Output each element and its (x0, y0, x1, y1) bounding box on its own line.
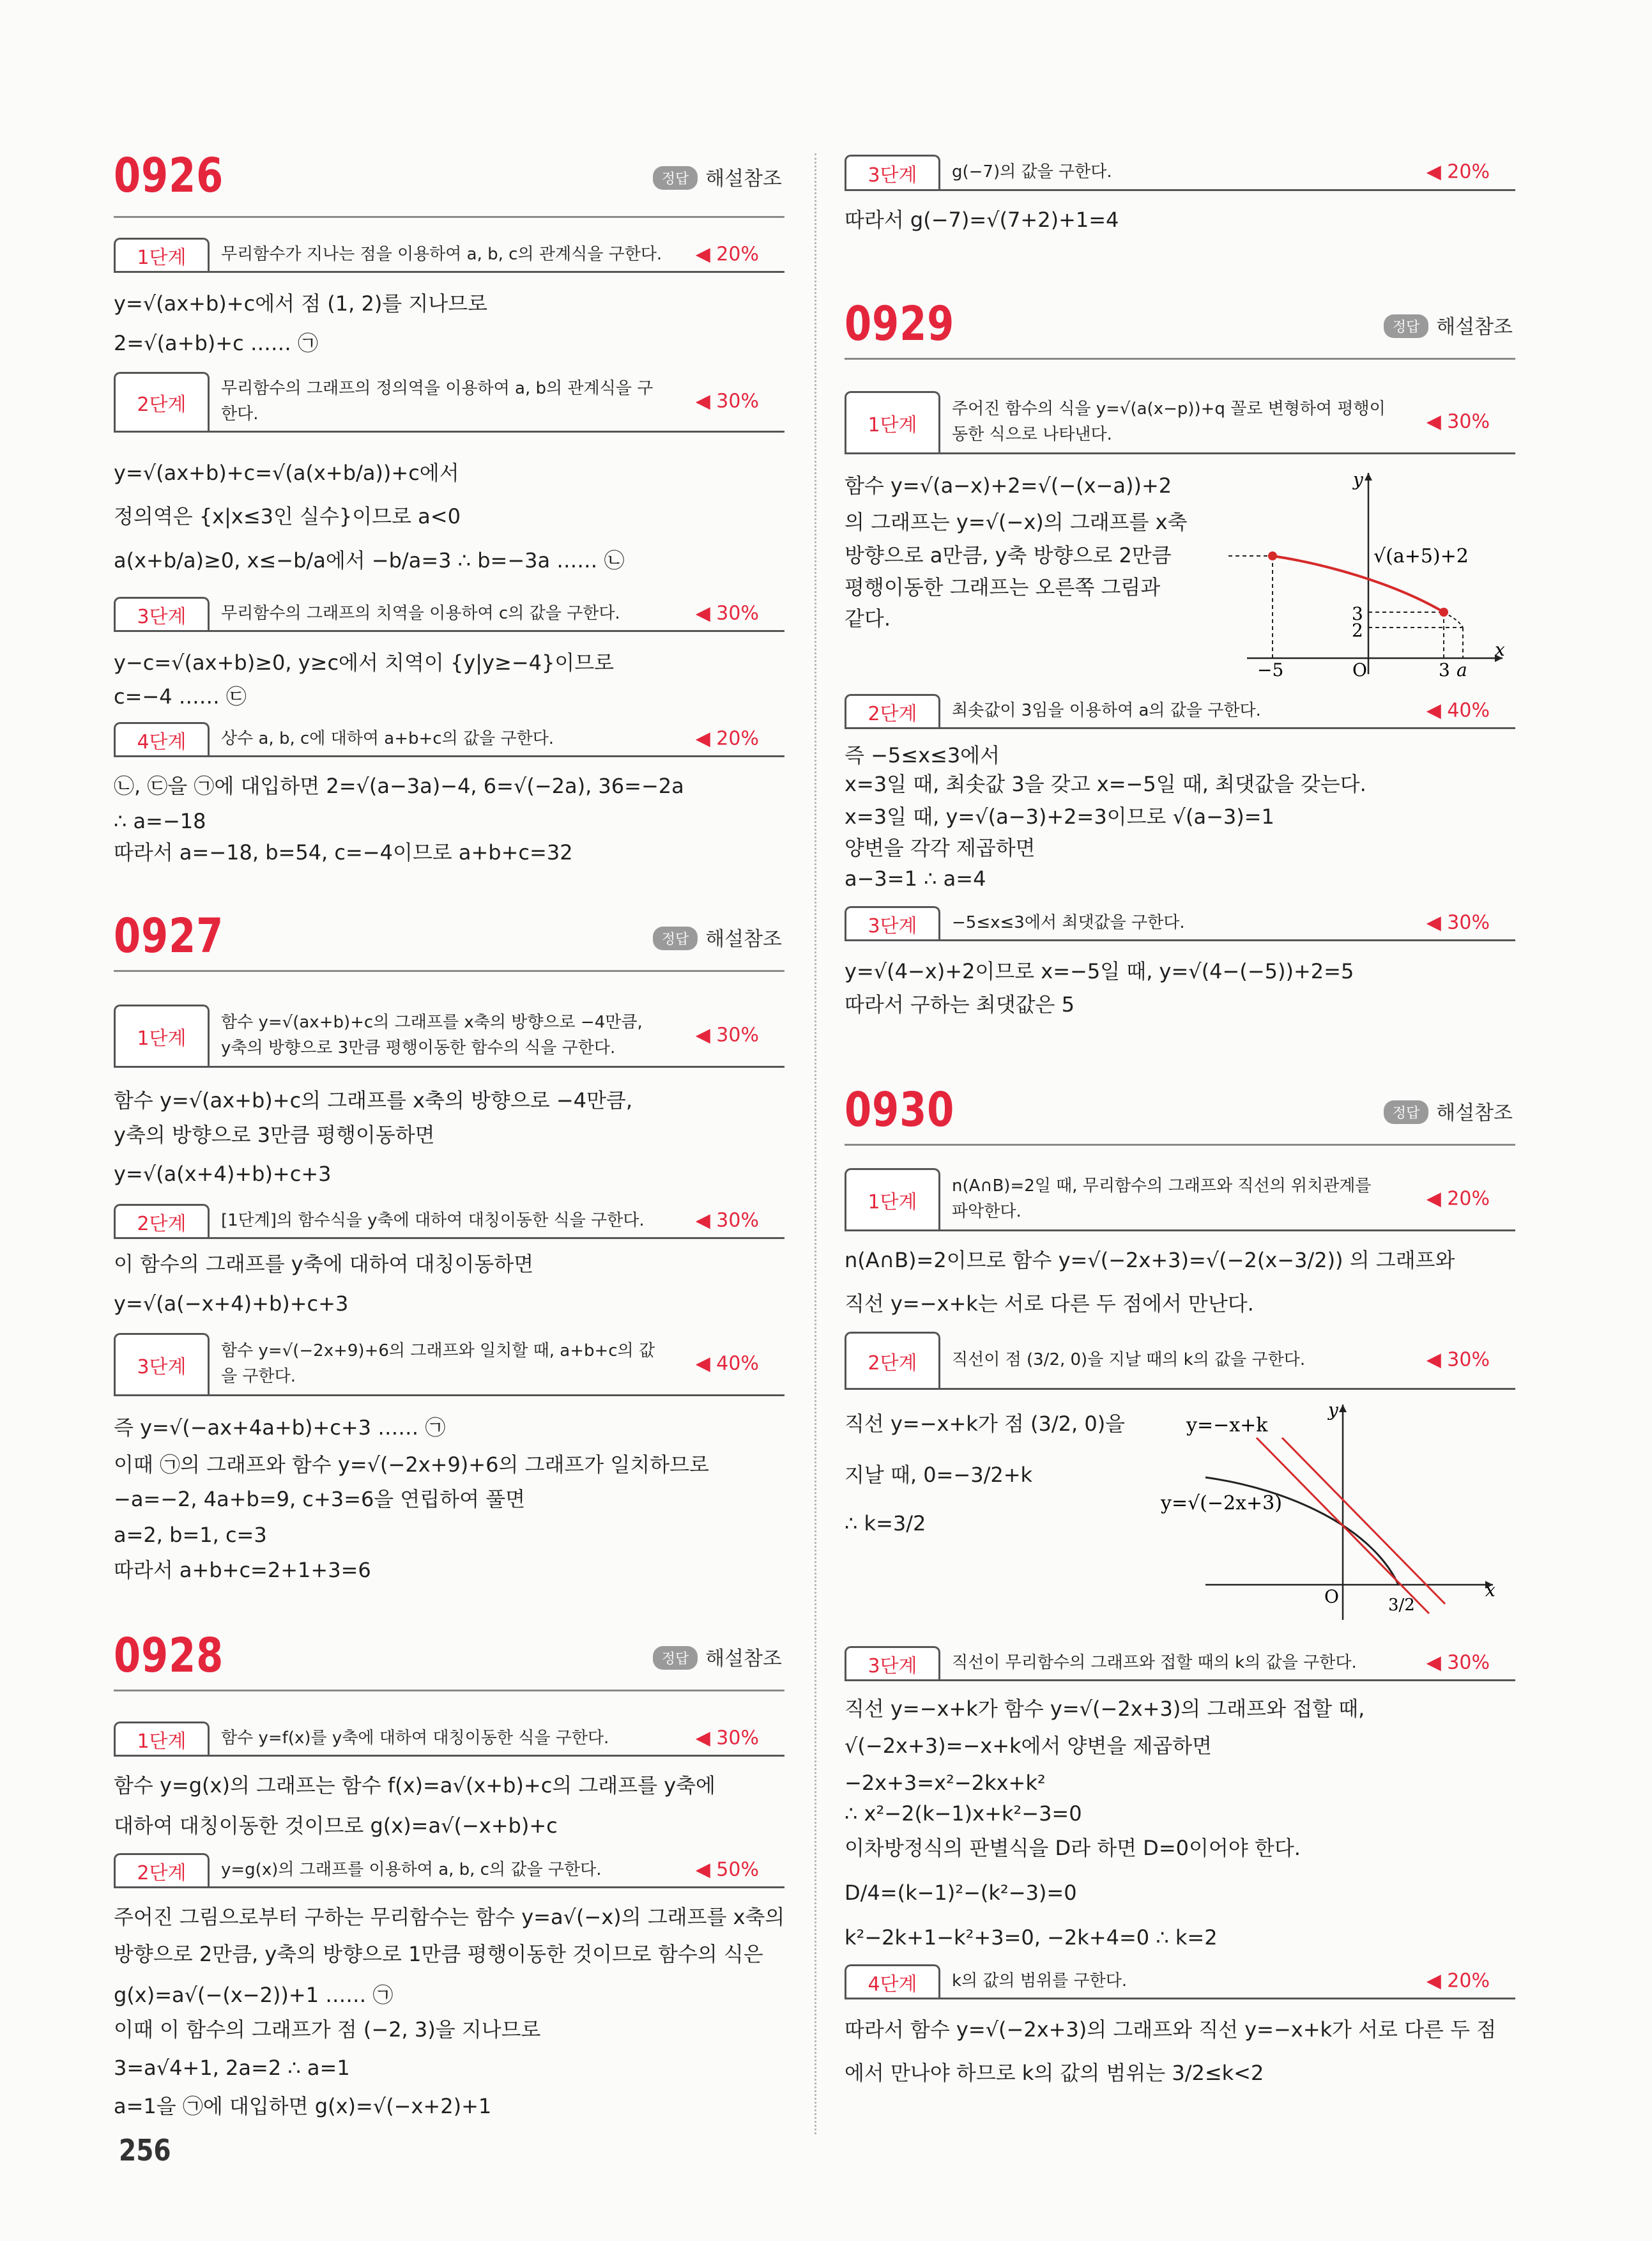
solution-line: 양변을 각각 제곱하면 (845, 836, 1036, 860)
solution-line: x=3일 때, y=√(a−3)+2=3이므로 √(a−3)=1 (845, 805, 1274, 829)
y-label: y (1328, 1399, 1338, 1421)
origin-label: O (1324, 1586, 1339, 1607)
step-label: 1단계 (845, 391, 940, 452)
step-label: 2단계 (845, 1332, 940, 1388)
step-desc: 함수 y=√(−2x+9)+6의 그래프와 일치할 때, a+b+c의 값을 구한다. (221, 1341, 655, 1386)
step-desc: −5≤x≤3에서 최댓값을 구한다. (952, 913, 1185, 932)
step-label: 2단계 (114, 1204, 210, 1237)
step-percent: ◀ 20% (1426, 160, 1490, 183)
step-label: 4단계 (114, 722, 210, 755)
solution-line: 지날 때, 0=−3/2+k (845, 1463, 1033, 1487)
solution-line: x=3일 때, 최솟값 3을 갖고 x=−5일 때, 최댓값을 갖는다. (845, 772, 1366, 796)
answer-tag: 정답 (1384, 1100, 1429, 1124)
step-label: 2단계 (114, 1853, 210, 1886)
answer-ref (653, 923, 782, 951)
step-label: 3단계 (845, 906, 940, 939)
answer-ref (1384, 1097, 1513, 1125)
step-row (845, 155, 1515, 191)
solution-line: y=√(ax+b)+c에서 점 (1, 2)를 지나므로 (114, 291, 488, 316)
point-max (1268, 551, 1277, 560)
answer-ref (653, 162, 782, 191)
step-label: 3단계 (114, 597, 210, 630)
solution-line: 함수 y=g(x)의 그래프는 함수 f(x)=a√(x+b)+c의 그래프를 y축에 (114, 1773, 715, 1798)
solution-line: 따라서 구하는 최댓값은 5 (845, 992, 1075, 1017)
step-row (845, 1168, 1515, 1231)
solution-line: 함수 y=√(ax+b)+c의 그래프를 x축의 방향으로 −4만큼, (114, 1088, 633, 1113)
curve-label: √(a+5)+2 (1373, 545, 1469, 567)
solution-line: ∴ a=−18 (114, 809, 206, 833)
step-label: 3단계 (845, 1646, 940, 1679)
answer-text: 해설참조 (705, 167, 782, 190)
step-label: 1단계 (845, 1168, 940, 1229)
tick-a: a (1457, 659, 1467, 677)
solution-line: y=√(a(x+4)+b)+c+3 (114, 1162, 332, 1186)
tick-3-2: 3/2 (1388, 1596, 1415, 1615)
step-percent: ◀ 40% (1426, 699, 1490, 722)
problem-number: 0926 (114, 148, 224, 203)
solution-line: 방향으로 a만큼, y축 방향으로 2만큼 (845, 543, 1172, 567)
step-desc: 함수 y=f(x)를 y축에 대하여 대칭이동한 식을 구한다. (221, 1729, 609, 1748)
step-desc: 무리함수의 그래프의 치역을 이용하여 c의 값을 구한다. (221, 604, 620, 623)
problem-header-0930 (845, 1080, 1515, 1146)
solution-line: 에서 만나야 하므로 k의 값의 범위는 3/2≤k<2 (845, 2061, 1264, 2085)
solution-line: 이때 ㉠의 그래프와 함수 y=√(−2x+9)+6의 그래프가 일치하므로 (114, 1452, 709, 1477)
solution-line: a=2, b=1, c=3 (114, 1523, 267, 1547)
solution-line: y−c=√(ax+b)≥0, y≥c에서 치역이 {y|y≥−4}이므로 (114, 651, 615, 675)
step-row (845, 1646, 1515, 1681)
step-percent: ◀ 20% (1426, 1187, 1490, 1210)
solution-line: 따라서 a+b+c=2+1+3=6 (114, 1558, 371, 1582)
problem-number: 0928 (114, 1628, 224, 1683)
step-row (114, 1204, 784, 1239)
solution-line: 직선 y=−x+k는 서로 다른 두 점에서 만난다. (845, 1291, 1254, 1316)
step-desc: n(A∩B)=2일 때, 무리함수의 그래프와 직선의 위치관계를 파악한다. (952, 1176, 1372, 1221)
step-row (845, 694, 1515, 729)
step-row (114, 1333, 784, 1396)
step-row (845, 1332, 1515, 1390)
answer-tag: 정답 (653, 1646, 698, 1670)
graph-0929 (1228, 460, 1509, 677)
step-row (845, 1964, 1515, 1999)
solution-line: −2x+3=x²−2kx+k² (845, 1771, 1046, 1795)
answer-ref (653, 1642, 782, 1671)
page-number: 256 (119, 2133, 171, 2168)
tick-m5: −5 (1257, 659, 1284, 677)
point-min (1439, 608, 1448, 617)
origin-label: O (1352, 659, 1367, 677)
solution-line: 따라서 함수 y=√(−2x+3)의 그래프와 직선 y=−x+k가 서로 다른 두 점 (845, 2017, 1497, 2042)
step-desc: 직선이 점 (3/2, 0)을 지날 때의 k의 값을 구한다. (952, 1350, 1306, 1369)
step-percent: ◀ 30% (695, 602, 759, 625)
step-row (114, 1853, 784, 1888)
answer-text: 해설참조 (705, 928, 782, 951)
solution-line: 주어진 그림으로부터 구하는 무리함수는 함수 y=a√(−x)의 그래프를 x축의 (114, 1905, 785, 1929)
step-label: 1단계 (114, 238, 210, 271)
step-label: 4단계 (845, 1964, 940, 1998)
step-desc: 직선이 무리함수의 그래프와 접할 때의 k의 값을 구한다. (952, 1653, 1357, 1672)
y-label: y (1353, 469, 1363, 490)
step-percent: ◀ 20% (1426, 1969, 1490, 1992)
solution-line: a(x+b/a)≥0, x≤−b/a에서 −b/a=3 ∴ b=−3a …… ㉡ (114, 548, 625, 573)
solution-line: a−3=1 ∴ a=4 (845, 866, 986, 891)
line-label: y=−x+k (1186, 1414, 1268, 1436)
step-percent: ◀ 30% (1426, 1651, 1490, 1674)
step-desc: 무리함수의 그래프의 정의역을 이용하여 a, b의 관계식을 구한다. (221, 379, 654, 424)
step-percent: ◀ 30% (695, 1024, 759, 1047)
solution-line: 3=a√4+1, 2a=2 ∴ a=1 (114, 2056, 350, 2080)
step-label: 3단계 (114, 1333, 210, 1394)
step-row (845, 906, 1515, 941)
solution-line: 따라서 a=−18, b=54, c=−4이므로 a+b+c=32 (114, 840, 573, 865)
problem-header-0927 (114, 906, 784, 972)
column-divider (815, 153, 816, 2134)
step-percent: ◀ 30% (1426, 410, 1490, 433)
step-label: 2단계 (114, 372, 210, 431)
step-label: 1단계 (114, 1005, 210, 1066)
answer-text: 해설참조 (1436, 1102, 1513, 1125)
step-desc: 상수 a, b, c에 대하여 a+b+c의 값을 구한다. (221, 729, 554, 748)
step-row (114, 1005, 784, 1068)
step-desc: y=g(x)의 그래프를 이용하여 a, b, c의 값을 구한다. (221, 1860, 602, 1879)
solution-line: D/4=(k−1)²−(k²−3)=0 (845, 1881, 1077, 1905)
step-row (845, 391, 1515, 454)
answer-text: 해설참조 (1436, 316, 1513, 339)
step-percent: ◀ 30% (1426, 1348, 1490, 1371)
solution-line: ㉡, ㉢을 ㉠에 대입하면 2=√(a−3a)−4, 6=√(−2a), 36=−2a (114, 774, 684, 798)
solution-line: a=1을 ㉠에 대입하면 g(x)=√(−x+2)+1 (114, 2094, 492, 2118)
problem-header-0928 (114, 1626, 784, 1691)
step-percent: ◀ 20% (695, 727, 759, 750)
solution-line: 즉 y=√(−ax+4a+b)+c+3 …… ㉠ (114, 1415, 446, 1440)
step-desc: 주어진 함수의 식을 y=√(a(x−p))+q 꼴로 변형하여 평행이동한 식으로 나타낸다. (952, 399, 1386, 444)
step-percent: ◀ 40% (695, 1352, 759, 1375)
solution-line: 이차방정식의 판별식을 D라 하면 D=0이어야 한다. (845, 1836, 1301, 1860)
step-desc: 무리함수가 지나는 점을 이용하여 a, b, c의 관계식을 구한다. (221, 245, 662, 264)
step-label: 2단계 (845, 694, 940, 727)
problem-number: 0927 (114, 909, 224, 964)
step-desc: g(−7)의 값을 구한다. (952, 162, 1112, 181)
solution-line: 따라서 g(−7)=√(7+2)+1=4 (845, 208, 1119, 232)
solution-line: 함수 y=√(a−x)+2=√(−(x−a))+2 (845, 474, 1172, 498)
answer-ref (1384, 311, 1513, 339)
answer-tag: 정답 (1384, 314, 1429, 338)
solution-line: y=√(4−x)+2이므로 x=−5일 때, y=√(4−(−5))+2=5 (845, 959, 1354, 983)
secant-line (1282, 1438, 1445, 1604)
problem-number: 0929 (845, 296, 955, 351)
solution-line: ∴ k=3/2 (845, 1511, 926, 1536)
solution-line: g(x)=a√(−(x−2))+1 …… ㉠ (114, 1983, 394, 2007)
step-row (114, 597, 784, 632)
solution-line: 대하여 대칭이동한 것이므로 g(x)=a√(−x+b)+c (114, 1814, 558, 1838)
step-desc: 최솟값이 3임을 이용하여 a의 값을 구한다. (952, 701, 1261, 720)
answer-tag: 정답 (653, 927, 698, 950)
solution-line: √(−2x+3)=−x+k에서 양변을 제곱하면 (845, 1734, 1212, 1758)
problem-header-0926 (114, 146, 784, 218)
solution-line: y=√(a(−x+4)+b)+c+3 (114, 1291, 349, 1316)
tick-x3: 3 (1439, 659, 1450, 677)
solution-line: 의 그래프는 y=√(−x)의 그래프를 x축 (845, 510, 1188, 534)
solution-line: ∴ x²−2(k−1)x+k²−3=0 (845, 1801, 1082, 1826)
solution-line: y축의 방향으로 3만큼 평행이동하면 (114, 1123, 435, 1147)
solution-line: 방향으로 2만큼, y축의 방향으로 1만큼 평행이동한 것이므로 함수의 식은 (114, 1942, 763, 1966)
step-percent: ◀ 30% (1426, 911, 1490, 934)
step-row (114, 372, 784, 433)
step-percent: ◀ 30% (695, 1727, 759, 1750)
solution-line: 평행이동한 그래프는 오른쪽 그림과 (845, 575, 1161, 599)
solution-line: 정의역은 {x|x≤3인 실수}이므로 a<0 (114, 504, 461, 528)
solution-line: 이때 이 함수의 그래프가 점 (−2, 3)을 지나므로 (114, 2017, 541, 2042)
step-desc: k의 값의 범위를 구한다. (952, 1971, 1128, 1991)
answer-text: 해설참조 (705, 1647, 782, 1670)
solution-line: 직선 y=−x+k가 함수 y=√(−2x+3)의 그래프와 접할 때, (845, 1697, 1365, 1721)
step-percent: ◀ 50% (695, 1858, 759, 1881)
solution-line: n(A∩B)=2이므로 함수 y=√(−2x+3)=√(−2(x−3/2)) 의 그래프와 (845, 1248, 1455, 1272)
problem-header-0929 (845, 294, 1515, 360)
solution-line: 즉 −5≤x≤3에서 (845, 743, 1000, 767)
step-row (114, 1721, 784, 1757)
solution-line: 직선 y=−x+k가 점 (3/2, 0)을 (845, 1412, 1126, 1436)
solution-line: k²−2k+1−k²+3=0, −2k+4=0 ∴ k=2 (845, 1925, 1218, 1950)
step-percent: ◀ 20% (695, 243, 759, 266)
x-label: x (1495, 639, 1505, 660)
curve-label: y=√(−2x+3) (1161, 1492, 1282, 1514)
step-row (114, 722, 784, 757)
solution-line: y=√(ax+b)+c=√(a(x+b/a))+c에서 (114, 461, 459, 485)
step-row (114, 238, 784, 273)
step-label: 3단계 (845, 155, 940, 189)
solution-line: 이 함수의 그래프를 y축에 대하여 대칭이동하면 (114, 1252, 534, 1276)
tick-2: 2 (1352, 620, 1363, 641)
y-axis-arrow-icon (1339, 1405, 1347, 1412)
solution-line: 같다. (845, 606, 891, 631)
step-desc: [1단계]의 함수식을 y축에 대하여 대칭이동한 식을 구한다. (221, 1211, 645, 1230)
step-label: 1단계 (114, 1721, 210, 1755)
x-label: x (1485, 1580, 1495, 1601)
tick-3: 3 (1352, 603, 1363, 624)
answer-tag: 정답 (653, 166, 698, 190)
y-axis-arrow-icon (1365, 473, 1372, 481)
step-percent: ◀ 30% (695, 1209, 759, 1232)
graph-0930 (1161, 1393, 1503, 1636)
solution-line: c=−4 …… ㉢ (114, 684, 247, 709)
step-percent: ◀ 30% (695, 390, 759, 413)
solution-line: 2=√(a+b)+c …… ㉠ (114, 331, 319, 355)
step-desc: 함수 y=√(ax+b)+c의 그래프를 x축의 방향으로 −4만큼, y축의 방향으로 3만큼 평행이동한 함수의 식을 구한다. (221, 1013, 643, 1058)
solution-line: −a=−2, 4a+b=9, c+3=6을 연립하여 풀면 (114, 1487, 526, 1511)
problem-number: 0930 (845, 1082, 955, 1137)
